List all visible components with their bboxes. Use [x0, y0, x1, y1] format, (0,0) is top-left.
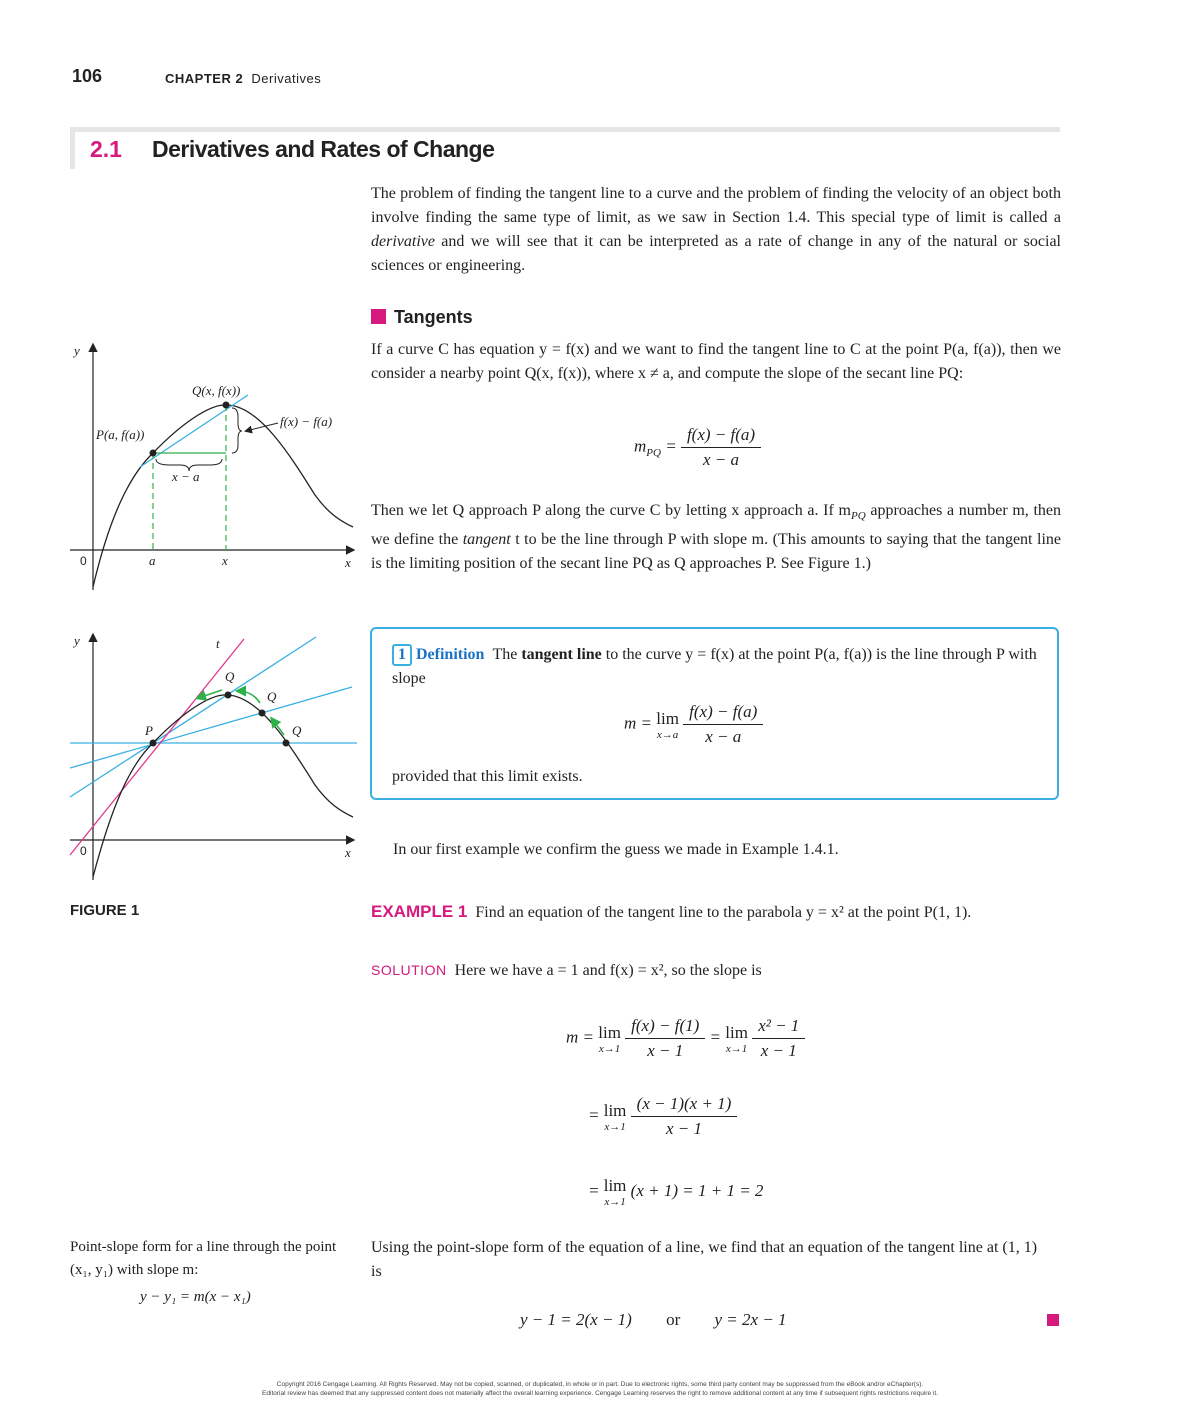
bottom-approach-arrow-3 [272, 719, 284, 735]
final-eq-1: y − 1 = 2(x − 1) [520, 1310, 632, 1329]
intro-text-1: The problem of finding the tangent line to a curve and the problem of finding the velocity of an object both involve finding the same type of limit, as we saw in Section 1.4. This special type of limit is called a [371, 185, 1061, 226]
top-a-label: a [149, 553, 156, 568]
eq1-fraction-2 [752, 1016, 805, 1061]
bottom-q2-label: Q [267, 689, 277, 704]
eq1-fraction-1 [625, 1016, 705, 1061]
para2-sub: PQ [850, 510, 866, 523]
figure-1-bottom [60, 625, 360, 885]
copyright-notice [0, 1380, 1200, 1398]
definition-lim [656, 709, 679, 741]
eq1-lim-sub-2: x→1 [725, 1042, 748, 1055]
para2-text-3: t to be the line through P with slope m. (This amounts to saying that the tangent line is the limiting position of the secant line PQ as Q approaches P. See Figure 1.) [371, 531, 1062, 573]
para2-tangent-word: tangent [462, 531, 511, 549]
eq1-lim-word-1: lim [598, 1022, 621, 1042]
eq1-lim-2 [725, 1023, 748, 1055]
top-rise-brace [232, 408, 242, 453]
figure-label: FIGURE 1 [70, 902, 140, 919]
mpq-numerator: f(x) − f(a) [681, 425, 761, 448]
chapter-header [165, 71, 321, 86]
definition-denominator: x − a [705, 727, 742, 746]
top-p-label: P(a, f(a)) [96, 427, 145, 442]
eq2-lim-sub: x→1 [604, 1120, 626, 1133]
copyright-line-2: Editorial review has deemed that any suppressed content does not materially affect the overall learning experience. Cengage Learning reserves the right to remove additional content at any time if subsequent rights restrictions require it. [262, 1390, 938, 1397]
page-number: 106 [72, 66, 103, 86]
eq1-denominator-1: x − 1 [647, 1041, 684, 1060]
eq2-denominator: x − 1 [665, 1119, 703, 1138]
bottom-tangent-line [70, 639, 244, 855]
top-point-p [150, 450, 157, 457]
heading-square-icon [371, 309, 386, 324]
bottom-secant-2 [70, 687, 352, 768]
definition-text-1: The [492, 646, 522, 663]
bottom-point-q3 [283, 740, 290, 747]
eq1-lim-sub-1: x→1 [598, 1042, 621, 1055]
para2-text-1: Then we let Q approach P along the curve C by letting x approach a. If m [371, 502, 851, 519]
tangents-paragraph-1: If a curve C has equation y = f(x) and we want to find the tangent line to C at the point P(a, f(a)), then we consider a nearby point Q(x, f(x)), where x ≠ a, and compute the slope of the secant line PQ: [371, 341, 1061, 382]
top-secant-line [140, 395, 248, 467]
definition-text-2: to the curve y = f(x) at the point P(a, f(a)) is the line through P with slope [392, 646, 1037, 687]
top-rise-arrow [246, 423, 278, 431]
end-of-example-icon [1047, 1314, 1059, 1326]
tangents-heading-text: Tangents [394, 307, 473, 327]
copyright-line-1: Copyright 2016 Cengage Learning. All Rights Reserved. May not be copied, scanned, or duplicated, in whole or in part. Due to electronic rights, some third party content may be suppressed from the eBook and/or eChapter(s). [276, 1381, 924, 1388]
bottom-point-q1 [225, 692, 232, 699]
margin-note-equation: y − y₁ = m(x − x₁) [140, 1289, 251, 1305]
definition-lim-sub: x→a [656, 728, 679, 741]
top-x-label: x [345, 555, 351, 570]
bottom-point-q2 [259, 710, 266, 717]
definition-numerator: f(x) − f(a) [683, 702, 763, 725]
solution-eq-2: = lim x→1 $\frac{(x - 1)(x + 1)}{x - 1}$ [588, 1094, 737, 1139]
tangents-heading [371, 307, 473, 328]
top-xtick-label: x [222, 553, 228, 568]
solution-line [371, 958, 762, 983]
top-point-q [223, 402, 230, 409]
solution-eq-1: m = lim x→1 $\frac{f(x) - f(1)}{x - 1}$ = lim x→1 $\frac{\text{x² − 1}}{x - 1}$ [566, 1016, 805, 1061]
mpq-formula: $m_{PQ}$ = $\frac{f(x) - f(a)}{x - a}$ [634, 425, 761, 470]
top-q-label: Q(x, f(x)) [192, 383, 241, 398]
final-or: or [666, 1310, 681, 1329]
margin-note [70, 1236, 350, 1282]
final-text: Using the point-slope form of the equation of a line, we find that an equation of the tangent line at (1, 1) is [371, 1239, 1038, 1280]
eq1-lim-word-2: lim [725, 1022, 748, 1042]
definition-footer: provided that this limit exists. [392, 768, 583, 785]
eq3-lim-sub: x→1 [604, 1196, 626, 1208]
figure-1-top [60, 335, 360, 595]
eq1-lhs: m = [566, 1027, 594, 1047]
eq3-lim-word: lim [603, 1176, 627, 1195]
eq1-numerator-2: x² − 1 [752, 1016, 805, 1039]
intro-derivative-word: derivative [371, 233, 435, 250]
top-origin-label: 0 [80, 554, 87, 568]
section-number: 2.1 [90, 136, 122, 162]
bottom-point-p [150, 740, 157, 747]
top-diff-label: f(x) − f(a) [280, 414, 333, 429]
eq1-numerator-1: f(x) − f(1) [625, 1016, 705, 1039]
para2-text-2: approaches a number m, then we define the [371, 502, 1062, 549]
definition-number: 1 [392, 644, 412, 666]
eq2-fraction [631, 1094, 738, 1139]
mpq-sub: PQ [646, 446, 661, 459]
bottom-p-label: P [145, 723, 153, 738]
solution-eq-3: = lim x→1 (x + 1) = 1 + 1 = 2 [588, 1176, 764, 1208]
eq2-numerator: (x − 1)(x + 1) [631, 1094, 738, 1117]
bottom-origin-label: 0 [80, 844, 87, 858]
chapter-label: CHAPTER 2 [165, 71, 244, 86]
eq1-lim-1 [598, 1023, 621, 1055]
mpq-denominator: x − a [702, 450, 739, 469]
example-label: EXAMPLE 1 [371, 902, 468, 921]
example-text: Find an equation of the tangent line to the parabola y = x² at the point P(1, 1). [475, 904, 972, 921]
solution-text: Here we have a = 1 and f(x) = x², so the slope is [454, 962, 762, 979]
bottom-x-label: x [345, 845, 351, 860]
bottom-secant-1 [70, 637, 316, 797]
definition-lim-word: lim [656, 708, 679, 728]
mpq-lhs: m [634, 436, 647, 456]
eq2-lim [604, 1101, 627, 1133]
example-1 [371, 900, 1011, 925]
intro-text-2: and we will see that it can be interpreted as a rate of change in any of the natural or social sciences or engineering. [371, 233, 1061, 274]
bottom-approach-arrow-2 [238, 691, 260, 703]
intro-paragraph [371, 182, 1061, 278]
tangents-paragraph-2 [371, 499, 1061, 576]
eq2-lim-word: lim [603, 1100, 627, 1120]
definition-bold: tangent line [521, 646, 602, 663]
eq3-rest: (x + 1) = 1 + 1 = 2 [630, 1180, 764, 1200]
definition-text [392, 643, 1042, 691]
bottom-q3-label: Q [292, 723, 302, 738]
bottom-t-label: t [216, 636, 220, 651]
top-xa-label: x − a [172, 469, 200, 484]
bridge-sentence: In our first example we confirm the guess we made in Example 1.4.1. [393, 841, 839, 858]
definition-formula [624, 702, 763, 747]
bottom-q1-label: Q [225, 669, 235, 684]
bottom-curve [93, 695, 353, 877]
eq3-lim [604, 1176, 627, 1208]
final-eq-2: y = 2x − 1 [714, 1310, 787, 1329]
chapter-name: Derivatives [251, 71, 322, 86]
solution-label: SOLUTION [371, 962, 447, 978]
top-y-label: y [74, 343, 80, 358]
mpq-fraction [681, 425, 761, 470]
eq1-denominator-2: x − 1 [760, 1041, 797, 1060]
margin-note-text: Point-slope form for a line through the point (x₁, y₁) with slope m: [70, 1239, 337, 1278]
final-equations [520, 1310, 787, 1330]
definition-fraction [683, 702, 763, 747]
definition-label: Definition [416, 646, 485, 663]
section-title: Derivatives and Rates of Change [152, 136, 495, 162]
bottom-y-label: y [74, 633, 80, 648]
definition-lhs: m = [624, 713, 652, 733]
